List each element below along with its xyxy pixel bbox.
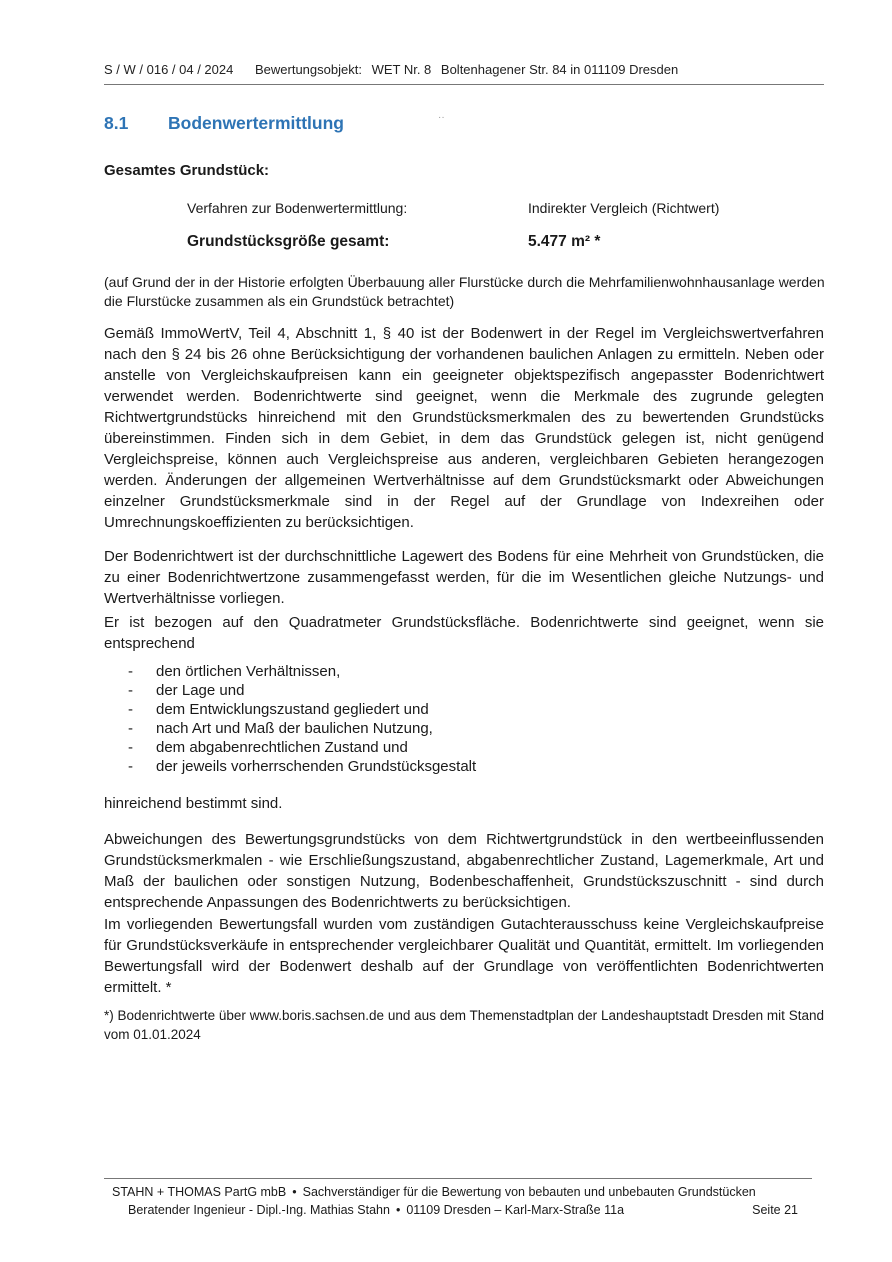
list-item: - den örtlichen Verhältnissen, xyxy=(128,663,341,680)
paragraph-deviations: Abweichungen des Bewertungsgrundstücks von dem Richtwertgrundstück in den wertbeeinflussenden Grundstücksmerkmalen - wie Erschließungszustand, abgabenrechtlicher Zustand, Lagemerkmale, Art und Maß der baulichen oder sonstigen Nutzung, Bodenbeschaffenheit, Grundstückszuschnitt - sind durch entsprechende Anpassungen des Bodenrichtwerts zu berücksichtigen. xyxy=(104,831,824,911)
list-dash: - xyxy=(128,758,133,775)
footnote: *) Bodenrichtwerte über www.boris.sachsen.de und aus dem Themenstadtplan der Landeshauptstadt Dresden mit Stand vom 01.01.2024 xyxy=(104,1008,824,1042)
list-dash: - xyxy=(128,739,133,756)
size-label: Grundstücksgröße gesamt: xyxy=(187,233,390,250)
header-address: Boltenhagener Str. 84 in 011109 Dresden xyxy=(440,62,679,77)
footer-bullet: • xyxy=(292,1185,297,1199)
section-title: Bodenwertermittlung xyxy=(168,113,344,133)
list-item: - nach Art und Maß der baulichen Nutzung, xyxy=(128,720,433,737)
paragraph-valuation-case: Im vorliegenden Bewertungsfall wurden vom zuständigen Gutachterausschuss keine Vergleichskaufpreise für Grundstücksverkäufe in entsprechender vergleichbarer Qualität und Quantität, ermittelt. Im vorliegenden Bewertungsfall wird der Bodenwert deshalb auf der Grundlage von veröffentlichten Bodenrichtwerten ermittelt. * xyxy=(104,916,824,996)
footer-engineer: Beratender Ingenieur - Dipl.-Ing. Mathias Stahn xyxy=(128,1203,390,1217)
list-item: - der Lage und xyxy=(128,682,245,699)
subheading: Gesamtes Grundstück: xyxy=(104,162,270,179)
parcel-note: (auf Grund der in der Historie erfolgten Überbauung aller Flurstücke durch die Mehrfamilienwohnhausanlage werden die Flurstücke zusammen als ein Grundstück betrachtet) xyxy=(104,274,825,309)
footer-bullet: • xyxy=(395,1203,401,1217)
paragraph-immowertv: Gemäß ImmoWertV, Teil 4, Abschnitt 1, § 40 ist der Bodenwert in der Regel im Vergleichswertverfahren nach den § 24 bis 26 ohne Berücksichtigung der vorhandenen baulichen Anlagen zu ermitteln. Neben oder anstelle von Vergleichskaufpreisen kann ein geeigneter objektspezifisch angepasster Bodenrichtwert verwendet werden. Bodenrichtwerte sind geeignet, wenn die Merkmale des zugrunde gelegten Richtwertgrundstücks hinreichend mit den Grundstücksmerkmalen des zu bewertenden Grundstücks übereinstimmen. Finden sich in dem Gebiet, in dem das Grundstück gelegen ist, nicht genügend Vergleichspreise, können auch Vergleichspreise aus anderen, vergleichbaren Gebieten herangezogen werden. Änderungen der allgemeinen Wertverhältnisse auf dem Grundstücksmarkt oder Abweichungen einzelner Grundstücksmerkmale sind in der Regel auf der Grundlage von Indexreihen oder Umrechnungskoeffizienten zu berücksichtigen. xyxy=(104,325,824,531)
footer-line-1 xyxy=(112,1185,816,1199)
method-label: Verfahren zur Bodenwertermittlung: xyxy=(187,200,408,216)
section-number: 8.1 xyxy=(104,113,129,133)
footer-description: Sachverständiger für die Bewertung von bebauten und unbebauten Grundstücken xyxy=(302,1185,756,1199)
size-value: 5.477 m² * xyxy=(528,233,601,250)
footer-line-2 xyxy=(128,1203,798,1217)
header-reference: S / W / 016 / 04 / 2024 xyxy=(104,62,234,77)
page-header xyxy=(104,62,824,77)
paragraph-sufficiently-determined: hinreichend bestimmt sind. xyxy=(104,795,283,812)
footer-firm: STAHN + THOMAS PartG mbB xyxy=(112,1185,287,1199)
list-dash: - xyxy=(128,663,133,680)
list-item: - dem Entwicklungszustand gegliedert und xyxy=(128,701,429,718)
header-object-id: WET Nr. 8 xyxy=(371,62,432,77)
stray-mark: ·· xyxy=(438,112,445,123)
paragraph-reference-area: Er ist bezogen auf den Quadratmeter Grundstücksfläche. Bodenrichtwerte sind geeignet, wenn sie entsprechend xyxy=(104,614,824,652)
header-object-label: Bewertungsobjekt: xyxy=(254,62,362,77)
footer-divider xyxy=(104,1178,812,1179)
list-dash: - xyxy=(128,682,133,699)
paragraph-bodenrichtwert-definition: Der Bodenrichtwert ist der durchschnittliche Lagewert des Bodens für eine Mehrheit von Grundstücken, die zu einer Bodenrichtwertzone zusammengefasst werden, für die im Wesentlichen gleiche Nutzungs- und Wertverhältnisse vorliegen. xyxy=(104,548,824,607)
footer-address: 01109 Dresden – Karl-Marx-Straße 11a xyxy=(406,1203,625,1217)
page-number: Seite 21 xyxy=(752,1203,798,1217)
list-dash: - xyxy=(128,720,133,737)
list-item: - der jeweils vorherrschenden Grundstücksgestalt xyxy=(128,758,477,775)
header-divider xyxy=(104,84,824,85)
list-dash: - xyxy=(128,701,133,718)
list-item: - dem abgabenrechtlichen Zustand und xyxy=(128,739,408,756)
method-value: Indirekter Vergleich (Richtwert) xyxy=(528,200,720,216)
criteria-list xyxy=(104,662,824,776)
section-heading xyxy=(104,113,344,134)
